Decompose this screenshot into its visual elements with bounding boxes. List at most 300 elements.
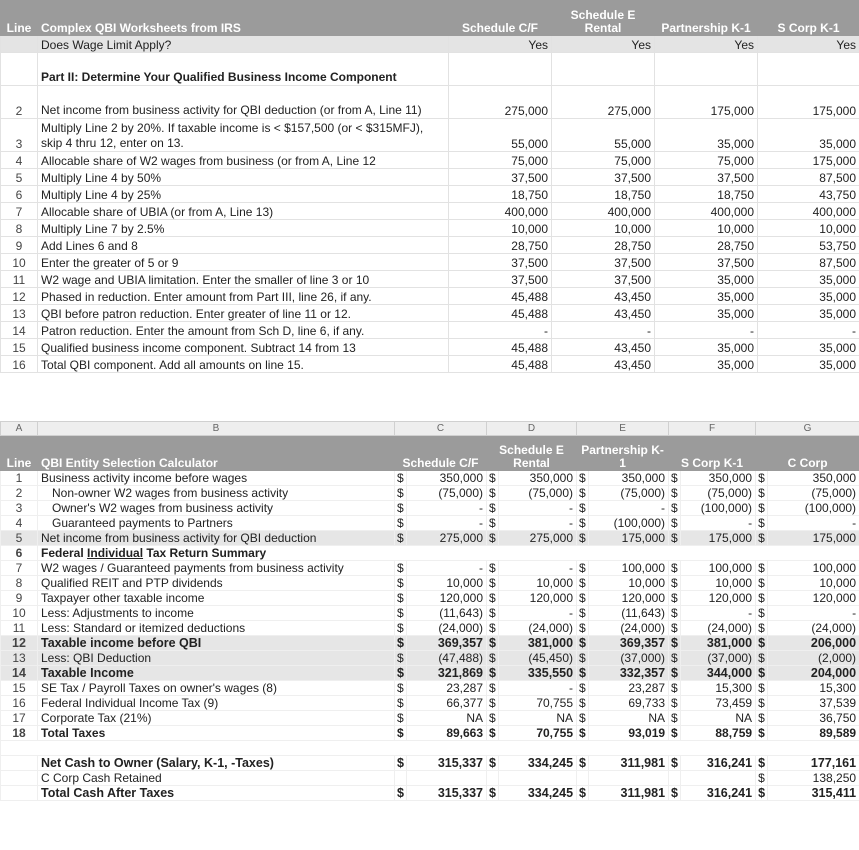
line-number: 11 (1, 621, 38, 636)
cell-value: 321,869 (407, 666, 487, 681)
column-letter: C (395, 422, 487, 436)
row-label: C Corp Cash Retained (38, 771, 395, 786)
cell-value: 28,750 (655, 237, 758, 254)
qbi-worksheet-table (0, 0, 859, 373)
cell-value: - (655, 322, 758, 339)
row-label: Patron reduction. Enter the amount from Sch D, line 6, if any. (38, 322, 449, 339)
calculator-row (1, 606, 859, 621)
column-header: Partnership K-1 (577, 436, 669, 471)
worksheet-row (1, 339, 859, 356)
row-label: QBI before patron reduction. Enter greater of line 11 or 12. (38, 305, 449, 322)
cell-value: 100,000 (589, 561, 669, 576)
currency-symbol: $ (487, 621, 499, 636)
cell-value: 89,663 (407, 726, 487, 741)
cell-value: 15,300 (768, 681, 859, 696)
row-label: Total QBI component. Add all amounts on line 15. (38, 356, 449, 373)
cell-value: 315,337 (407, 786, 487, 801)
cell-value: 335,550 (499, 666, 577, 681)
line-number: 5 (1, 531, 38, 546)
cell-value: 37,500 (449, 254, 552, 271)
cell-value: - (449, 322, 552, 339)
currency-symbol: $ (577, 621, 589, 636)
line-number: 13 (1, 651, 38, 666)
cell-value: 400,000 (655, 203, 758, 220)
currency-symbol: $ (487, 681, 499, 696)
line-number: 9 (1, 237, 38, 254)
column-header: S Corp K-1 (669, 436, 756, 471)
cell-value: 35,000 (655, 271, 758, 288)
empty-cell (681, 771, 756, 786)
currency-symbol: $ (669, 756, 681, 771)
line-number: 1 (1, 471, 38, 486)
calculator-title: QBI Entity Selection Calculator (38, 436, 395, 471)
row-label: Allocable share of UBIA (or from A, Line 13) (38, 203, 449, 220)
wage-limit-row (1, 36, 859, 53)
currency-symbol: $ (487, 591, 499, 606)
currency-symbol: $ (756, 666, 768, 681)
summary-heading-underlined: Individual (87, 546, 144, 560)
currency-symbol: $ (669, 726, 681, 741)
currency-symbol: $ (577, 636, 589, 651)
worksheet-row (1, 356, 859, 373)
cell-value: (24,000) (499, 621, 577, 636)
row-label: Allocable share of W2 wages from business (or from A, Line 12 (38, 152, 449, 169)
calculator-row (1, 651, 859, 666)
currency-symbol: $ (577, 726, 589, 741)
currency-symbol: $ (669, 501, 681, 516)
cell-value: 37,500 (655, 254, 758, 271)
cell-value: 10,000 (407, 576, 487, 591)
cell-value: 10,000 (449, 220, 552, 237)
line-number: 15 (1, 339, 38, 356)
row-label: Less: Standard or itemized deductions (38, 621, 395, 636)
line-number (1, 771, 38, 786)
line-number (1, 36, 38, 53)
currency-symbol: $ (756, 471, 768, 486)
currency-symbol: $ (756, 621, 768, 636)
cell-value: 120,000 (589, 591, 669, 606)
currency-symbol: $ (487, 606, 499, 621)
line-number: 2 (1, 486, 38, 501)
currency-symbol: $ (577, 756, 589, 771)
cell-value: 275,000 (552, 86, 655, 119)
currency-symbol: $ (395, 636, 407, 651)
currency-symbol: $ (395, 531, 407, 546)
cell-value: 332,357 (589, 666, 669, 681)
cell-value: - (407, 561, 487, 576)
currency-symbol: $ (577, 681, 589, 696)
cell-value: (37,000) (589, 651, 669, 666)
cell-value: 55,000 (552, 119, 655, 152)
total-cash-row (1, 786, 859, 801)
cell-value: 53,750 (758, 237, 859, 254)
cell-value: 275,000 (449, 86, 552, 119)
cell-value: 93,019 (589, 726, 669, 741)
cell-value: 37,500 (449, 169, 552, 186)
row-label: Total Cash After Taxes (38, 786, 395, 801)
line-number: 3 (1, 501, 38, 516)
calculator-row (1, 486, 859, 501)
cell-value: 69,733 (589, 696, 669, 711)
currency-symbol: $ (669, 636, 681, 651)
line-number: 10 (1, 254, 38, 271)
currency-symbol: $ (756, 711, 768, 726)
currency-symbol: $ (756, 681, 768, 696)
currency-symbol: $ (487, 651, 499, 666)
row-label: Multiply Line 2 by 20%. If taxable income is < $157,500 (or < $315MFJ), skip 4 thru 12, enter on 13. (38, 119, 449, 152)
currency-symbol: $ (577, 561, 589, 576)
calculator-row (1, 471, 859, 486)
cell-value: 10,000 (552, 220, 655, 237)
cell-value: 175,000 (681, 531, 756, 546)
calculator-row (1, 696, 859, 711)
worksheet-row (1, 203, 859, 220)
row-label: Qualified business income component. Subtract 14 from 13 (38, 339, 449, 356)
currency-symbol: $ (577, 591, 589, 606)
qbi-entity-calculator-table (0, 421, 859, 801)
cell-value: (75,000) (768, 486, 859, 501)
currency-symbol: $ (577, 666, 589, 681)
row-label: Does Wage Limit Apply? (38, 36, 449, 53)
row-label: Total Taxes (38, 726, 395, 741)
cell-value: (47,488) (407, 651, 487, 666)
currency-symbol: $ (756, 576, 768, 591)
currency-symbol: $ (395, 606, 407, 621)
cell-value: 75,000 (449, 152, 552, 169)
currency-symbol: $ (395, 786, 407, 801)
currency-symbol: $ (487, 516, 499, 531)
part2-heading: Part II: Determine Your Qualified Business Income Component (38, 53, 449, 86)
cell-value: 350,000 (589, 471, 669, 486)
worksheet-row (1, 119, 859, 152)
cell-value: 381,000 (681, 636, 756, 651)
cell-value: 204,000 (768, 666, 859, 681)
empty-cell (395, 771, 407, 786)
line-number: 12 (1, 636, 38, 651)
currency-symbol: $ (577, 651, 589, 666)
column-letter: D (487, 422, 577, 436)
cell-value: 88,759 (681, 726, 756, 741)
cell-value: 350,000 (768, 471, 859, 486)
row-label: Net income from business activity for QBI deduction (or from A, Line 11) (38, 86, 449, 119)
cell-value: 10,000 (655, 220, 758, 237)
cell-value: 45,488 (449, 288, 552, 305)
cell-value: (45,450) (499, 651, 577, 666)
currency-symbol: $ (669, 651, 681, 666)
cell-value: 120,000 (499, 591, 577, 606)
cell-value: 10,000 (768, 576, 859, 591)
currency-symbol: $ (669, 666, 681, 681)
currency-symbol: $ (669, 591, 681, 606)
cell-value: 369,357 (589, 636, 669, 651)
line-number: 14 (1, 322, 38, 339)
worksheet-row (1, 86, 859, 119)
calculator-row (1, 621, 859, 636)
currency-symbol: $ (756, 786, 768, 801)
cell-value: Yes (552, 36, 655, 53)
line-number: 5 (1, 169, 38, 186)
line-number: 2 (1, 86, 38, 119)
cell-value: 87,500 (758, 169, 859, 186)
cell-value: 100,000 (768, 561, 859, 576)
cell-value: 45,488 (449, 356, 552, 373)
cell-value: 37,500 (655, 169, 758, 186)
cell-value: - (499, 561, 577, 576)
row-label: Qualified REIT and PTP dividends (38, 576, 395, 591)
line-header: Line (1, 1, 38, 36)
currency-symbol: $ (395, 666, 407, 681)
column-header: Schedule E Rental (487, 436, 577, 471)
cell-value: 23,287 (589, 681, 669, 696)
cell-value: 37,500 (449, 271, 552, 288)
currency-symbol: $ (487, 561, 499, 576)
currency-symbol: $ (669, 621, 681, 636)
currency-symbol: $ (487, 486, 499, 501)
currency-symbol: $ (756, 486, 768, 501)
column-letter: G (756, 422, 859, 436)
line-header: Line (1, 436, 38, 471)
cell-value: 316,241 (681, 756, 756, 771)
cell-value: 35,000 (758, 339, 859, 356)
currency-symbol: $ (395, 696, 407, 711)
cell-value: 350,000 (499, 471, 577, 486)
cell-value: 316,241 (681, 786, 756, 801)
currency-symbol: $ (487, 666, 499, 681)
currency-symbol: $ (395, 471, 407, 486)
row-label: Net income from business activity for QBI deduction (38, 531, 395, 546)
line-number: 14 (1, 666, 38, 681)
cell-value: - (407, 516, 487, 531)
column-header: Schedule E Rental (552, 1, 655, 36)
cell-value: 175,000 (758, 86, 859, 119)
currency-symbol: $ (487, 471, 499, 486)
worksheet-row (1, 237, 859, 254)
cell-value: 15,300 (681, 681, 756, 696)
cell-value: - (758, 322, 859, 339)
cell-value: 35,000 (758, 271, 859, 288)
currency-symbol: $ (756, 696, 768, 711)
line-number: 4 (1, 516, 38, 531)
cell-value: 18,750 (449, 186, 552, 203)
row-label: Taxpayer other taxable income (38, 591, 395, 606)
cell-value: (37,000) (681, 651, 756, 666)
line-number: 4 (1, 152, 38, 169)
currency-symbol: $ (577, 696, 589, 711)
column-header: C Corp (756, 436, 859, 471)
worksheet-row (1, 254, 859, 271)
currency-symbol: $ (669, 561, 681, 576)
cell-value: Yes (449, 36, 552, 53)
cell-value: 73,459 (681, 696, 756, 711)
empty-cell (758, 53, 859, 86)
line-number: 10 (1, 606, 38, 621)
cell-value: 400,000 (449, 203, 552, 220)
empty-cell (577, 771, 589, 786)
currency-symbol: $ (395, 726, 407, 741)
cell-value: 18,750 (655, 186, 758, 203)
currency-symbol: $ (669, 471, 681, 486)
cell-value: 350,000 (681, 471, 756, 486)
cell-value: 120,000 (407, 591, 487, 606)
cell-value: 45,488 (449, 339, 552, 356)
cell-value: - (768, 606, 859, 621)
row-label: Taxable Income (38, 666, 395, 681)
cell-value: - (768, 516, 859, 531)
currency-symbol: $ (395, 591, 407, 606)
line-number: 3 (1, 119, 38, 152)
cell-value: 120,000 (768, 591, 859, 606)
column-header: Schedule C/F (449, 1, 552, 36)
calculator-row (1, 501, 859, 516)
worksheet-row (1, 152, 859, 169)
calculator-row (1, 516, 859, 531)
row-label: Phased in reduction. Enter amount from Part III, line 26, if any. (38, 288, 449, 305)
empty-cell (589, 771, 669, 786)
row-label: Taxable income before QBI (38, 636, 395, 651)
summary-heading-post: Tax Return Summary (143, 546, 267, 560)
line-number: 9 (1, 591, 38, 606)
cell-value: 43,450 (552, 288, 655, 305)
currency-symbol: $ (577, 501, 589, 516)
cell-value: (24,000) (407, 621, 487, 636)
currency-symbol: $ (487, 576, 499, 591)
net-cash-row (1, 756, 859, 771)
worksheet-row (1, 169, 859, 186)
currency-symbol: $ (395, 501, 407, 516)
row-label: Corporate Tax (21%) (38, 711, 395, 726)
cell-value: Yes (655, 36, 758, 53)
cell-value: (24,000) (681, 621, 756, 636)
currency-symbol: $ (395, 621, 407, 636)
cell-value: 275,000 (499, 531, 577, 546)
currency-symbol: $ (669, 516, 681, 531)
currency-symbol: $ (395, 711, 407, 726)
calculator-header-row (1, 436, 859, 471)
currency-symbol: $ (669, 576, 681, 591)
line-number: 11 (1, 271, 38, 288)
currency-symbol: $ (756, 531, 768, 546)
cell-value: 70,755 (499, 696, 577, 711)
cell-value: 35,000 (758, 356, 859, 373)
row-label: Less: Adjustments to income (38, 606, 395, 621)
currency-symbol: $ (577, 786, 589, 801)
row-label: Business activity income before wages (38, 471, 395, 486)
currency-symbol: $ (756, 606, 768, 621)
cell-value: 43,450 (552, 356, 655, 373)
row-label: Multiply Line 4 by 50% (38, 169, 449, 186)
row-label: Less: QBI Deduction (38, 651, 395, 666)
cell-value: 35,000 (758, 288, 859, 305)
cell-value: 400,000 (552, 203, 655, 220)
row-label: SE Tax / Payroll Taxes on owner's wages (8) (38, 681, 395, 696)
row-label: Owner's W2 wages from business activity (38, 501, 395, 516)
row-label: Federal Individual Income Tax (9) (38, 696, 395, 711)
cell-value: 70,755 (499, 726, 577, 741)
row-label: Non-owner W2 wages from business activity (38, 486, 395, 501)
worksheet-title: Complex QBI Worksheets from IRS (38, 1, 449, 36)
empty-cell (552, 53, 655, 86)
currency-symbol: $ (395, 561, 407, 576)
currency-symbol: $ (577, 516, 589, 531)
empty-cell (449, 53, 552, 86)
cell-value: 100,000 (681, 561, 756, 576)
spacer-row (1, 741, 859, 756)
calculator-row (1, 561, 859, 576)
cell-value: 177,161 (768, 756, 859, 771)
currency-symbol: $ (395, 486, 407, 501)
line-number: 6 (1, 546, 38, 561)
cell-value: 175,000 (768, 531, 859, 546)
cell-value: NA (407, 711, 487, 726)
cell-value: 87,500 (758, 254, 859, 271)
line-number: 16 (1, 356, 38, 373)
currency-symbol: $ (756, 636, 768, 651)
cell-value: 35,000 (655, 288, 758, 305)
row-label: W2 wage and UBIA limitation. Enter the smaller of line 3 or 10 (38, 271, 449, 288)
currency-symbol: $ (395, 651, 407, 666)
cell-value: 138,250 (768, 771, 859, 786)
cell-value: 344,000 (681, 666, 756, 681)
calculator-row (1, 666, 859, 681)
cell-value: 28,750 (449, 237, 552, 254)
currency-symbol: $ (756, 591, 768, 606)
column-header: Schedule C/F (395, 436, 487, 471)
cell-value: (100,000) (681, 501, 756, 516)
line-number: 12 (1, 288, 38, 305)
line-number: 8 (1, 220, 38, 237)
column-letter: A (1, 422, 38, 436)
empty-cell (499, 771, 577, 786)
cell-value: (24,000) (589, 621, 669, 636)
worksheet-row (1, 305, 859, 322)
cell-value: 18,750 (552, 186, 655, 203)
currency-symbol: $ (487, 636, 499, 651)
cell-value: 75,000 (552, 152, 655, 169)
line-number (1, 756, 38, 771)
currency-symbol: $ (756, 726, 768, 741)
currency-symbol: $ (395, 756, 407, 771)
line-number (1, 786, 38, 801)
cell-value: (100,000) (768, 501, 859, 516)
currency-symbol: $ (669, 681, 681, 696)
column-letter: B (38, 422, 395, 436)
calculator-row (1, 576, 859, 591)
cell-value: NA (681, 711, 756, 726)
cell-value: 311,981 (589, 756, 669, 771)
currency-symbol: $ (756, 771, 768, 786)
cell-value: 311,981 (589, 786, 669, 801)
summary-heading (38, 546, 859, 561)
cell-value: (2,000) (768, 651, 859, 666)
currency-symbol: $ (487, 531, 499, 546)
line-number: 8 (1, 576, 38, 591)
row-label: W2 wages / Guaranteed payments from business activity (38, 561, 395, 576)
cell-value: 43,450 (552, 339, 655, 356)
currency-symbol: $ (395, 681, 407, 696)
calculator-row (1, 636, 859, 651)
cell-value: - (681, 516, 756, 531)
currency-symbol: $ (487, 726, 499, 741)
calculator-row (1, 711, 859, 726)
cell-value: 350,000 (407, 471, 487, 486)
currency-symbol: $ (577, 711, 589, 726)
currency-symbol: $ (756, 516, 768, 531)
calculator-row (1, 681, 859, 696)
cell-value: 35,000 (655, 339, 758, 356)
currency-symbol: $ (577, 486, 589, 501)
line-number: 17 (1, 711, 38, 726)
cell-value: (75,000) (681, 486, 756, 501)
